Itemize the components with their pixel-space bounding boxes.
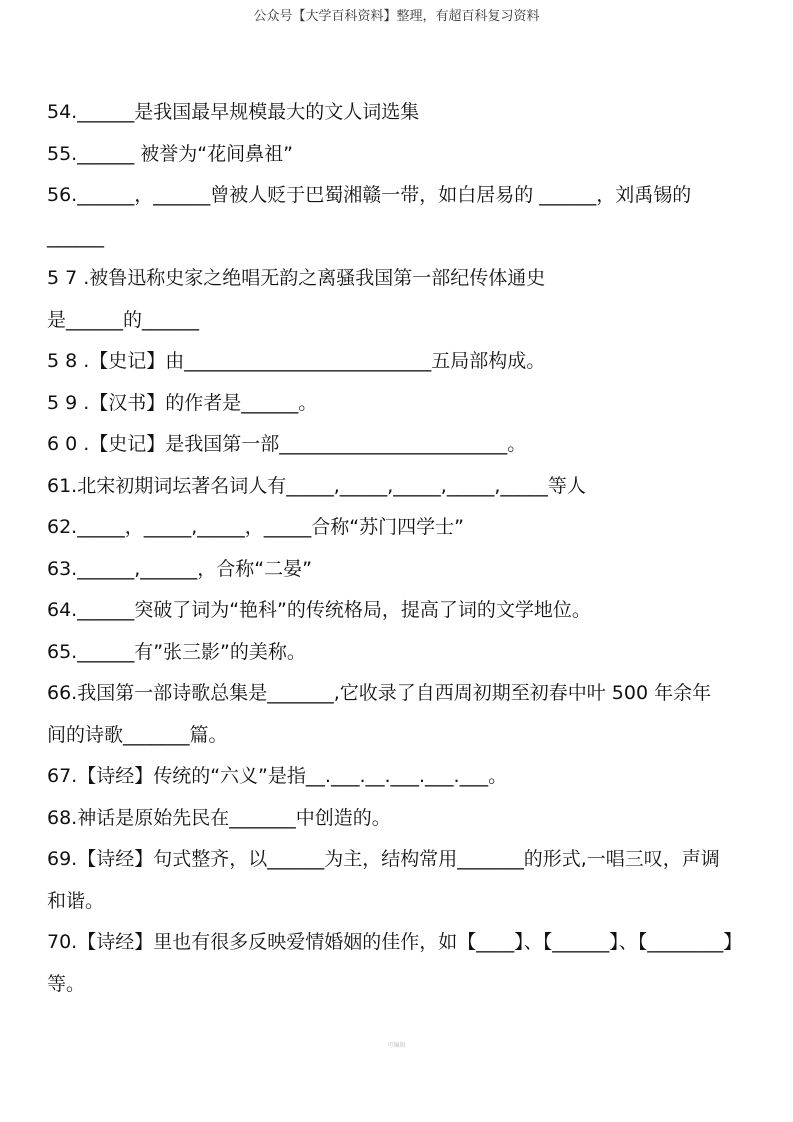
question-58: 5 8 .【史记】由__________________________五局部构成。 — [47, 350, 546, 372]
question-57: 5 7 .被鲁迅称史家之绝唱无韵之离骚我国第一部纪传体通史 — [47, 267, 546, 289]
question-61: 61.北宋初期词坛著名词人有_____,_____,_____,_____,_____等人 — [47, 474, 586, 497]
question-69-continued: 和谐。 — [47, 889, 105, 912]
question-56-continued: ______ — [47, 225, 104, 248]
question-66: 66.我国第一部诗歌总集是_______,它收录了自西周初期至初春中叶 500 年余年 — [47, 682, 712, 704]
question-63: 63.______,______，合称“二晏” — [47, 557, 312, 580]
page-header: 公众号【大学百科资料】整理，有超百科复习资料 — [253, 9, 540, 24]
question-54: 54.______是我国最早规模最大的文人词选集 — [47, 101, 420, 123]
question-66-continued: 间的诗歌_______篇。 — [47, 723, 228, 746]
question-69: 69.【诗经】句式整齐，以______为主，结构常用_______的形式,一唱三叹，声调 — [47, 848, 720, 870]
question-60: 6 0 .【史记】是我国第一部________________________。 — [47, 433, 527, 455]
question-70: 70.【诗经】里也有很多反映爱情婚姻的佳作，如【____】、【______】、【________】 — [47, 931, 743, 953]
question-57-continued: 是______的______ — [47, 308, 200, 331]
document-body — [47, 92, 752, 1005]
question-67: 67.【诗经】传统的“六义”是指__.___.__.___.___.___。 — [47, 765, 508, 787]
question-62: 62._____，_____,_____，_____合称“苏门四学士” — [47, 516, 464, 538]
question-65: 65.______有”张三影”的美称。 — [47, 640, 306, 663]
question-70-continued: 等。 — [47, 972, 86, 995]
question-59: 5 9 .【汉书】的作者是______。 — [47, 391, 318, 414]
question-64: 64.______突破了词为“艳科”的传统格局，提高了词的文学地位。 — [47, 599, 591, 621]
question-55: 55.______ 被誉为“花间鼻祖” — [47, 142, 293, 165]
question-68: 68.神话是原始先民在_______中创造的。 — [47, 806, 391, 829]
footer-watermark: 可编辑 — [387, 1042, 406, 1049]
question-56: 56.______，______曾被人贬于巴蜀湘赣一带，如白居易的 ______，刘禹锡的 — [47, 184, 692, 206]
